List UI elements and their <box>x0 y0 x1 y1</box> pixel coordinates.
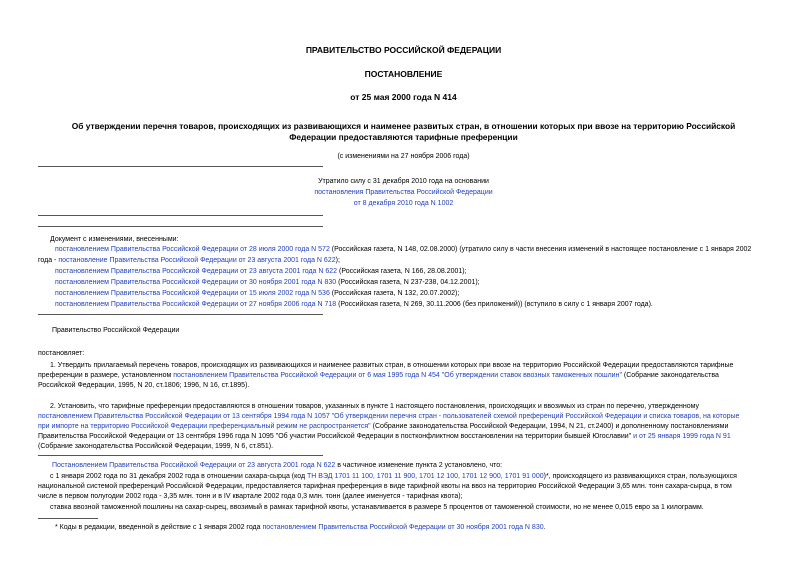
footnote-text: . <box>543 524 546 531</box>
paragraph-text: Правительства Российской Федерации от 13 сентября 1996 года N 1095 "Об участии Российской Федерации в постконфликтном восстановлении на территории бывшей Югославии" <box>38 433 634 440</box>
resolution-1057-link[interactable]: постановлением Правительства Российской Федерации от 13 сентября 1994 года N 1057 "Об утверждении перечня стран - пользователей схемой преференций Российской Федерации и списка товаров, на которые <box>38 413 740 420</box>
change-prefix: года - <box>38 257 59 264</box>
change-link[interactable]: постановление Правительства Российской Федерации от 23 августа 2001 года N 622 <box>58 257 336 264</box>
paragraph-text: преференции в размере, установленном <box>38 372 174 379</box>
change-text: (Российская газета, N 132, 20.07.2002); <box>329 290 460 297</box>
paragraph-text: с 1 января 2002 года по 31 декабря 2002 года в отношении сахара-сырца (код <box>50 473 308 480</box>
change-link[interactable]: постановлением Правительства Российской Федерации от 15 июля 2002 года N 536 <box>55 290 330 297</box>
paragraph-text: )*, происходящего из развивающихся стран, пользующихся <box>543 473 737 480</box>
paragraph-1-line: 1. Утвердить прилагаемый перечень товаров, происходящих из развивающихся и наименее развитых стран, в отношении которых при ввозе на территорию Российской Федерации предоставляются тарифные <box>50 362 734 369</box>
change-item <box>55 246 751 253</box>
separator <box>38 455 323 456</box>
tn-ved-codes-link[interactable]: ТН ВЭД 1701 11 100, 1701 11 900, 1701 12 100, 1701 12 900, 1701 91 000 <box>307 473 544 480</box>
footnote <box>55 524 546 531</box>
document-type: ПОСТАНОВЛЕНИЕ <box>364 69 443 79</box>
amendment-line: ставка ввозной таможенной пошлины на сахар-сырец, ввозимый в рамках тарифной квоты, устанавливается в размере 5 процентов от таможенной стоимости, но не менее 0,015 евро за 1 килограмм. <box>50 504 704 511</box>
paragraph-text: (Собрание законодательства <box>621 372 719 379</box>
separator <box>38 314 323 315</box>
changes-intro: Документ с изменениями, внесенными: <box>50 236 179 243</box>
change-item <box>55 268 467 275</box>
amendment-line: национальной системой преференций Российской Федерации, предоставляется тарифная преференция в виде тарифной квоты на ввоз на территорию Российской Федерации 3,65 млн. тонн сахара-сырца, в том <box>38 483 732 490</box>
resolution-622-link[interactable]: Постановлением Правительства Российской Федерации от 23 августа 2001 года N 622 <box>52 462 336 469</box>
change-link[interactable]: постановлением Правительства Российской Федерации от 28 июля 2000 года N 572 <box>55 246 330 253</box>
expired-link-line-2[interactable]: от 8 декабря 2010 года N 1002 <box>353 200 454 207</box>
footnote-text: * Коды в редакции, введенной в действие с 1 января 2002 года <box>55 524 263 531</box>
change-text: (Российская газета, N 166, 28.08.2001); <box>337 268 467 275</box>
document-title-line-2: Федерации предоставляются тарифные преференции <box>289 132 518 142</box>
change-item <box>55 290 459 297</box>
change-item <box>55 301 653 308</box>
footnote-separator <box>38 518 98 519</box>
paragraph-2-line <box>38 433 731 440</box>
change-item <box>55 279 480 286</box>
change-text: (Российская газета, N 148, 02.08.2000) (утратило силу в части внесения изменений в настоящее постановление с 1 января 2002 <box>329 246 752 253</box>
resolution-454-link[interactable]: постановлением Правительства Российской Федерации от 6 мая 1995 года N 454 "Об утверждении ставок ввозных таможенных пошлин" <box>173 372 622 379</box>
expired-notice: Утратило силу с 31 декабря 2010 года на основании <box>318 178 489 185</box>
expired-link-line-1[interactable]: постановления Правительства Российской Федерации <box>314 189 493 196</box>
change-text: (Российская газета, N 269, 30.11.2006 (без приложений)) (вступило в силу с 1 января 2007 года). <box>336 301 653 308</box>
change-link[interactable]: постановлением Правительства Российской Федерации от 27 ноября 2006 года N 718 <box>55 301 337 308</box>
separator <box>38 226 323 227</box>
resolution-1057-link-cont[interactable]: при импорте на территорию Российской Федерации преференциальный режим не распространяется" <box>38 423 371 430</box>
change-item <box>38 257 340 264</box>
issuer-heading: ПРАВИТЕЛЬСТВО РОССИЙСКОЙ ФЕДЕРАЦИИ <box>305 45 502 55</box>
government-name: Правительство Российской Федерации <box>52 327 180 334</box>
change-link[interactable]: постановлением Правительства Российской Федерации от 30 ноября 2001 года N 830 <box>55 279 337 286</box>
document-date-number: от 25 мая 2000 года N 414 <box>350 92 457 102</box>
change-text: ); <box>335 257 340 264</box>
resolution-91-link[interactable]: и от 25 января 1999 года N 91 <box>633 433 731 440</box>
amendment-line <box>50 473 737 480</box>
paragraph-1-line <box>38 372 719 379</box>
paragraph-text: (Собрание законодательства Российской Федерации, 1994, N 21, ст.2400) и дополненному постановлениями <box>370 423 729 430</box>
document-title-line-1: Об утверждении перечня товаров, происходящих из развивающихся и наименее развитых стран, в отношении которых при ввозе на территорию Российской <box>71 121 736 131</box>
change-link[interactable]: постановлением Правительства Российской Федерации от 23 августа 2001 года N 622 <box>55 268 338 275</box>
resolution-830-link[interactable]: постановлением Правительства Российской Федерации от 30 ноября 2001 года N 830 <box>262 524 544 531</box>
separator <box>38 166 323 167</box>
paragraph-2-line <box>38 423 728 430</box>
change-text: (Российская газета, N 237-238, 04.12.2001); <box>336 279 480 286</box>
resolves-word: постановляет: <box>38 350 85 357</box>
amendment-line <box>52 462 502 469</box>
paragraph-1-line: Российской Федерации, 1995, N 20, ст.1806; 1996, N 16, ст.1895). <box>38 382 250 389</box>
paragraph-2-line: (Собрание законодательства Российской Федерации, 1999, N 6, ст.851). <box>38 443 274 450</box>
amendment-date-note: (с изменениями на 27 ноября 2006 года) <box>337 153 470 160</box>
separator <box>38 215 323 216</box>
paragraph-text: в частичное изменение пункта 2 установлено, что: <box>335 462 503 469</box>
amendment-line: числе в первом полугодии 2002 года - 3,35 млн. тонн и в IV квартале 2002 года 0,3 млн. тонн (далее именуется - тарифная квота); <box>38 493 463 500</box>
paragraph-2-line: 2. Установить, что тарифные преференции предоставляются в отношении товаров, указанных в пункте 1 настоящего постановления, происходящих и ввозимых из стран по перечню, утвержденному <box>50 403 699 410</box>
